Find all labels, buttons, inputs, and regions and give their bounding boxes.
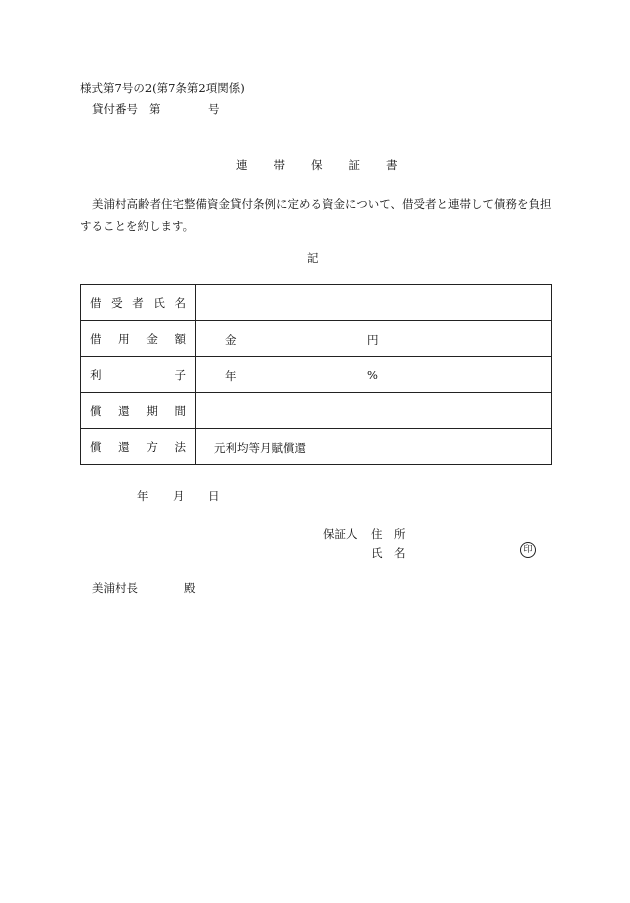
body-paragraph: 美浦村高齢者住宅整備資金貸付条例に定める資金について、借受者と連帯して債務を負担することを約します。 [80, 197, 552, 233]
label-char: 子 [174, 367, 186, 382]
label-interest [81, 357, 196, 393]
date-day-label: 日 [208, 489, 220, 503]
amount-prefix: 金 [225, 333, 237, 347]
loan-number-prefix: 第 [149, 102, 161, 116]
guarantor-address-label: 住 所 [371, 527, 406, 541]
label-char: 還 [118, 403, 130, 418]
label-char: 金 [146, 331, 158, 346]
title-char: 連 [236, 158, 248, 172]
document-title [236, 157, 398, 173]
label-char: 償 [90, 403, 102, 418]
loan-number-label: 貸付番号 [92, 102, 138, 116]
ki-label: 記 [307, 251, 319, 265]
label-char: 方 [146, 439, 158, 454]
label-char: 用 [118, 331, 130, 346]
label-char: 者 [132, 295, 144, 310]
interest-prefix: 年 [225, 369, 237, 383]
guarantor-label: 保証人 [323, 527, 358, 541]
addressee-name: 美浦村長 [92, 581, 138, 595]
table-row [81, 357, 552, 393]
value-borrower-name[interactable] [196, 285, 552, 321]
label-repayment-method [81, 429, 196, 465]
table-row [81, 429, 552, 465]
addressee-honorific: 殿 [184, 581, 196, 595]
label-loan-amount [81, 321, 196, 357]
value-loan-amount[interactable] [196, 321, 552, 357]
label-char: 利 [90, 367, 102, 382]
label-char: 還 [118, 439, 130, 454]
seal-icon: 印 [520, 542, 536, 558]
title-char: 保 [311, 158, 323, 172]
table-row [81, 393, 552, 429]
repayment-method-text: 元利均等月賦償還 [214, 441, 306, 455]
label-char: 借 [90, 295, 102, 310]
form-reference: 様式第7号の2(第7条第2項関係) [80, 81, 245, 95]
label-char: 額 [174, 331, 186, 346]
label-char: 間 [174, 403, 186, 418]
amount-unit: 円 [367, 333, 379, 347]
loan-number-suffix: 号 [208, 102, 220, 116]
label-char: 期 [146, 403, 158, 418]
details-table [80, 284, 552, 465]
date-year-label: 年 [137, 489, 149, 503]
label-char: 法 [174, 439, 186, 454]
date-month-label: 月 [173, 489, 185, 503]
guarantor-name-label: 氏 名 [371, 546, 406, 560]
label-char: 償 [90, 439, 102, 454]
label-repayment-period [81, 393, 196, 429]
label-borrower-name [81, 285, 196, 321]
interest-unit: % [367, 368, 378, 382]
value-interest[interactable] [196, 357, 552, 393]
table-row [81, 321, 552, 357]
label-char: 借 [90, 331, 102, 346]
label-char: 受 [111, 295, 123, 310]
title-char: 書 [386, 158, 398, 172]
title-char: 帯 [273, 158, 285, 172]
label-char: 名 [174, 295, 186, 310]
value-repayment-period[interactable] [196, 393, 552, 429]
value-repayment-method[interactable] [196, 429, 552, 465]
table-row [81, 285, 552, 321]
label-char: 氏 [153, 295, 165, 310]
title-char: 証 [348, 158, 360, 172]
